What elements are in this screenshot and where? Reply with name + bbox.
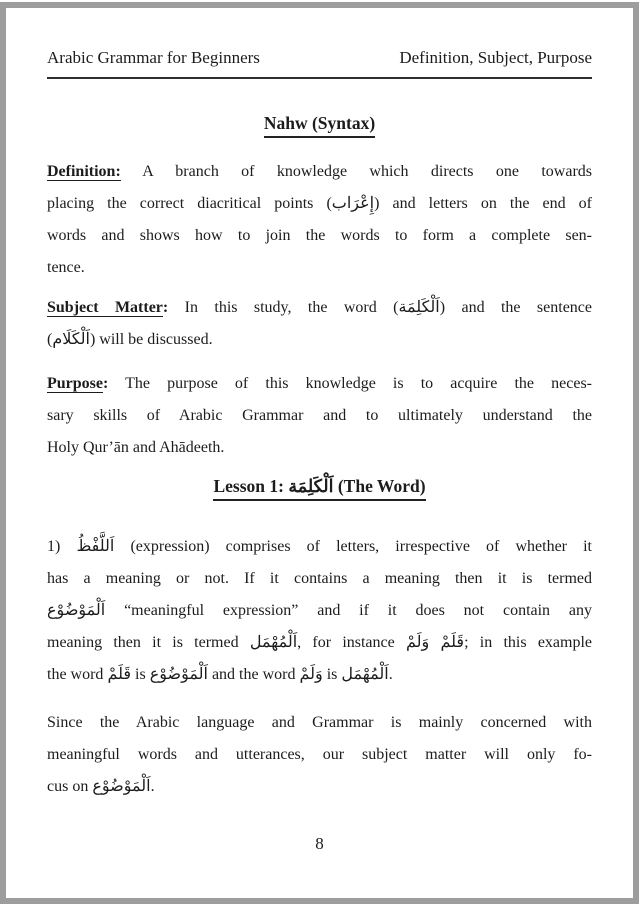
text-line: Since the Arabic language and Grammar is mainly concerned with bbox=[47, 714, 592, 731]
text-line: (اَلْكَلَام) will be discussed. bbox=[47, 331, 213, 348]
definition-paragraph bbox=[47, 156, 592, 284]
text-line: cus on اَلْمَوْضُوْع. bbox=[47, 778, 155, 795]
lesson-heading bbox=[47, 474, 592, 501]
paragraph-lines bbox=[47, 400, 592, 464]
document-page bbox=[6, 8, 633, 898]
text-line: has a meaning or not. If it contains a meaning then it is termed bbox=[47, 570, 592, 587]
paragraph-lines bbox=[47, 531, 592, 691]
text-line: meaningful words and utterances, our subject matter will only fo- bbox=[47, 746, 592, 763]
paragraph-first-line bbox=[47, 292, 592, 324]
text-line: اَلْمَوْضُوْع “meaningful expression” and if it does not contain any bbox=[47, 602, 592, 619]
subject-matter-paragraph bbox=[47, 292, 592, 356]
expression-paragraph bbox=[47, 531, 592, 691]
paragraph-text: A branch of knowledge which directs one towards bbox=[120, 163, 592, 180]
section-heading-nahw bbox=[47, 111, 592, 138]
paragraph-first-line bbox=[47, 156, 592, 188]
nahw-heading-text: Nahw (Syntax) bbox=[264, 111, 375, 138]
paragraph-lines bbox=[47, 324, 592, 356]
text-line: meaning then it is termed اَلْمُهْمَل, for instance قَلَمْ وَلَمْ; in this example bbox=[47, 634, 593, 651]
paragraph-text: In this study, the word (اَلْكَلِمَة) and the sentence bbox=[168, 299, 592, 316]
purpose-label-colon: : bbox=[103, 375, 109, 392]
page-frame bbox=[0, 2, 639, 904]
purpose-paragraph bbox=[47, 368, 592, 464]
text-line: words and shows how to join the words to form a complete sen- bbox=[47, 227, 592, 244]
subject-matter-label: Subject Matter bbox=[47, 299, 163, 316]
header-left-text: Arabic Grammar for Beginners bbox=[47, 48, 260, 67]
running-header bbox=[47, 48, 592, 79]
definition-label: Definition: bbox=[47, 163, 121, 180]
page-number: 8 bbox=[315, 834, 324, 853]
text-line: sary skills of Arabic Grammar and to ultimately understand the bbox=[47, 407, 592, 424]
lesson-heading-text: Lesson 1: اَلْكَلِمَة (The Word) bbox=[213, 474, 425, 501]
paragraph-lines bbox=[47, 188, 592, 284]
paragraph-lines bbox=[47, 707, 592, 803]
text-line: tence. bbox=[47, 259, 85, 276]
text-line: placing the correct diacritical points (إِعْرَاب) and letters on the end of bbox=[47, 195, 593, 212]
subject-matter-label-colon: : bbox=[162, 299, 169, 316]
text-line: Holy Qur’ān and Ahādeeth. bbox=[47, 439, 225, 456]
text-line: 1) اَللَّفْظُ (expression) comprises of letters, irrespective of whether it bbox=[47, 538, 593, 555]
purpose-label: Purpose bbox=[47, 375, 103, 392]
paragraph-text: The purpose of this knowledge is to acquire the neces- bbox=[108, 375, 592, 392]
text-line: the word قَلَمْ is اَلْمَوْضُوْع and the word وَلَمْ is اَلْمُهْمَل. bbox=[47, 666, 393, 683]
header-right-text: Definition, Subject, Purpose bbox=[399, 48, 592, 67]
paragraph-first-line bbox=[47, 368, 592, 400]
conclusion-paragraph bbox=[47, 707, 592, 803]
